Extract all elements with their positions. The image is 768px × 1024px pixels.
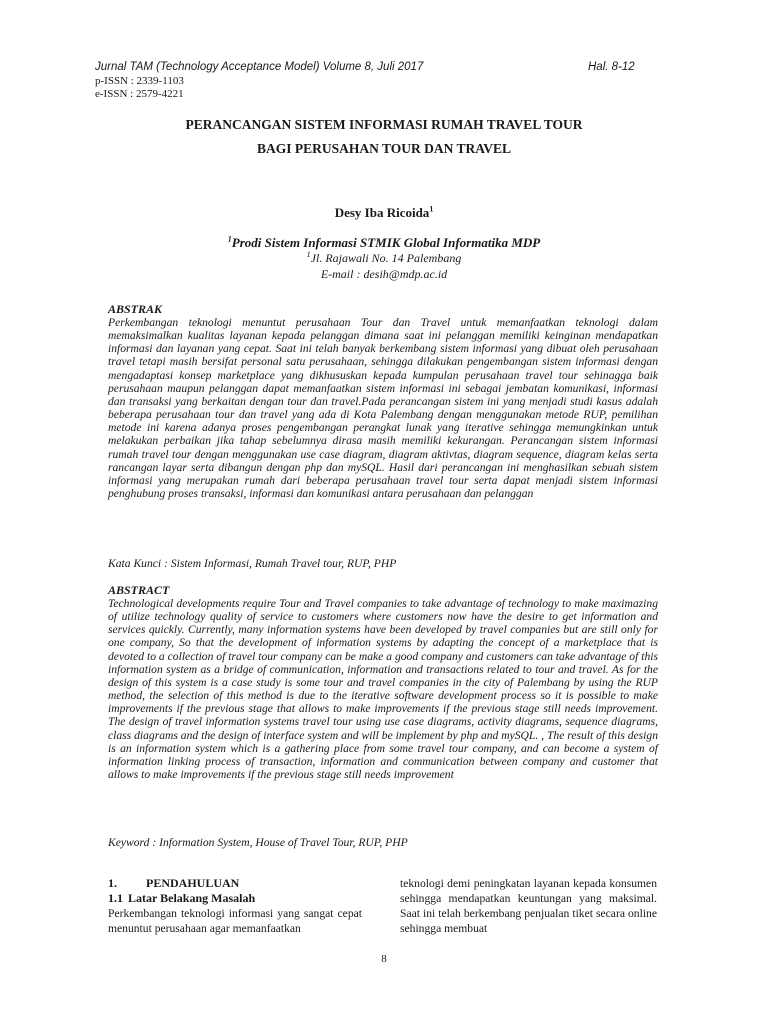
subsection-title: Latar Belakang Masalah	[128, 891, 256, 905]
right-column	[400, 876, 657, 936]
right-column-text: teknologi demi peningkatan layanan kepada konsumen sehingga mendapatkan keuntungan yang maksimal. Saat ini telah berkembang penjualan tiket secara online sehingga membuat	[400, 877, 657, 935]
institution-text: Prodi Sistem Informasi STMIK Global Informatika MDP	[231, 235, 541, 250]
journal-header	[95, 61, 655, 73]
author-affiliation-mark: 1	[429, 204, 434, 214]
kata-kunci: Kata Kunci : Sistem Informasi, Rumah Travel tour, RUP, PHP	[108, 557, 397, 570]
abstract-body: Technological developments require Tour and Travel companies to take advantage of technology to make maximazing of utilize technology quality of service to customers where customers now have the desire to get information and services quickly. Currently, many information systems have been developed by travel companies but are still only for one company, So that the development of information systems by adapting the concept of a marketplace that is devoted to a collection of travel tour company can be make a good company and customers can take advantage of this information system as a bridge of communication, information and transactions related to tour and travel. As for the design of this system is a case study is some tour and travel companies in the city of Palembang by using the RUP method, the selection of this method is due to the iterative software development process so it is possible to make improvements if the previous stage that allows to make improvements if the previous stage still needs improvement. The design of travel information systems travel tour using use case diagrams, activity diagrams, sequence diagrams, class diagrams and the design of interface system and will be implement by php and mySQL. , The result of this design is an information system which is a gathering place from some travel tour company, and can become a system of information linking process of transaction, information and communication between company and customer that allows to make improvements if the previous stage still needs improvement	[108, 597, 658, 782]
subsection-number: 1.1	[108, 891, 123, 905]
author-name	[95, 205, 673, 221]
keywords: Keyword : Information System, House of Travel Tour, RUP, PHP	[108, 836, 408, 849]
page-number: 8	[381, 953, 387, 965]
affiliation-email: E-mail : desih@mdp.ac.id	[320, 267, 448, 281]
section-title: PENDAHULUAN	[146, 876, 240, 890]
section-number: 1.	[108, 876, 117, 890]
e-issn: e-ISSN : 2579-4221	[95, 88, 184, 100]
subsection-heading	[108, 891, 362, 906]
journal-title: Jurnal TAM (Technology Acceptance Model) Volume 8, Juli 2017	[95, 61, 424, 73]
p-issn: p-ISSN : 2339-1103	[95, 75, 184, 87]
affiliation-mark-1: 1	[227, 234, 232, 244]
left-column	[108, 876, 362, 936]
abstrak-heading: ABSTRAK	[108, 302, 163, 316]
affiliation-address	[95, 251, 673, 266]
left-column-text: Perkembangan teknologi informasi yang sangat cepat menuntut perusahaan agar memanfaatkan	[108, 907, 362, 935]
address-text: Jl. Rajawali No. 14 Palembang	[310, 251, 462, 265]
journal-pages: Hal. 8-12	[588, 61, 635, 73]
paper-title-line-1: PERANCANGAN SISTEM INFORMASI RUMAH TRAVEL TOUR	[185, 117, 583, 132]
paper-title-line-2: BAGI PERUSAHAN TOUR DAN TRAVEL	[256, 141, 512, 156]
author-name-text: Desy Iba Ricoida	[334, 205, 430, 220]
abstract-heading: ABSTRACT	[108, 583, 170, 597]
abstrak-body: Perkembangan teknologi menuntut perusahaan Tour dan Travel untuk memanfaatkan teknologi dalam memaksimalkan kualitas layanan kepada pelanggan dimana saat ini pelanggan memiliki keinginan mendapatkan informasi dan layanan yang cepat. Saat ini telah banyak berkembang sistem informasi yang dibuat oleh perusahaan travel tetapi masih bersifat personal satu perusahaan, sehingga dilakukan pengembangan sistem informasi dengan mengadaptasi konsep marketplace yang dikhususkan kepada kumpulan perusahaan travel tour sehinagga baik perusahaan maupun pelanggan dapat memanfaatkan sistem informasi ini sebagai jembatan komunikasi, informasi dan transaksi yang berkaitan dengan tour dan travel.Pada perancangan sistem ini yang menjadi studi kasus adalah beberapa perusahaan tour dan travel yang ada di Kota Palembang dengan menggunakan metode RUP, pemilihan metode ini karena adanya proses pengembangan perangkat lunak yang iterative sehingga memungkinkan untuk melakukan perbaikan jika tahap sebelumnya dirasa masih memiliki kekurangan. Perancangan sistem informasi rumah travel tour dengan menggunakan use case diagram, diagram aktivtas, diagram sequence, diagram kelas serta rancangan layar serta dibangun dengan php dan mySQL. Hasil dari perancangan ini menghasilkan sebuah sistem informasi yang merupakan rumah dari beberapa perusahaan travel tour serta dapat menjadi sistem informasi penghubung proses transaksi, informasi dan komunikasi antara perusahaan dan pelanggan	[108, 316, 658, 501]
affiliation-institution	[95, 235, 673, 251]
affiliation-mark-2: 1	[306, 250, 311, 259]
section-heading	[108, 876, 362, 891]
